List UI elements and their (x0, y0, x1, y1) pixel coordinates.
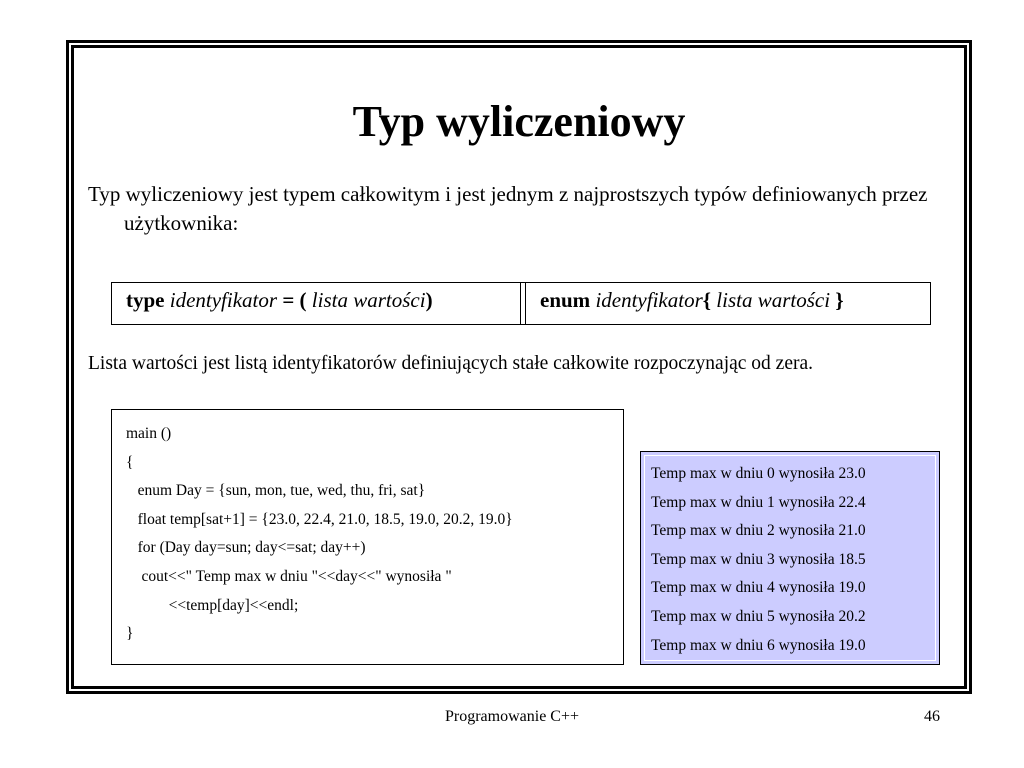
pascal-keyword: type (126, 288, 165, 312)
footer-page-number: 46 (924, 708, 940, 725)
output-line: Temp max w dniu 2 wynosiła 21.0 (651, 522, 866, 540)
cpp-open: { (702, 288, 717, 312)
slide-title: Typ wyliczeniowy (352, 97, 686, 146)
syntax-table (111, 282, 931, 325)
code-line: } (126, 625, 134, 643)
pascal-close: ) (425, 288, 433, 312)
code-line: cout<<" Temp max w dniu "<<day<<" wynosiła " (126, 567, 452, 585)
output-line: Temp max w dniu 3 wynosiła 18.5 (651, 550, 866, 568)
cpp-list: lista wartości (716, 288, 831, 312)
cpp-identifier: identyfikator (595, 288, 703, 312)
cpp-keyword: enum (540, 288, 591, 312)
output-line: Temp max w dniu 1 wynosiła 22.4 (651, 493, 866, 511)
code-line: float temp[sat+1] = {23.0, 22.4, 21.0, 18.5, 19.0, 20.2, 19.0} (126, 510, 513, 528)
output-line: Temp max w dniu 6 wynosiła 19.0 (651, 636, 866, 654)
output-line: Temp max w dniu 0 wynosiła 23.0 (651, 465, 866, 482)
pascal-syntax-cell (112, 283, 520, 324)
program-output-inner (644, 455, 936, 661)
program-output-box (640, 451, 940, 665)
output-line: Temp max w dniu 5 wynosiła 20.2 (651, 607, 866, 625)
code-line: <<temp[day]<<endl; (126, 596, 299, 614)
pascal-identifier: identyfikator (169, 288, 278, 312)
intro-paragraph: Typ wyliczeniowy jest typem całkowitym i jest jednym z najprostszych typów definiowanych przez użytkownika: (88, 182, 928, 235)
description-paragraph: Lista wartości jest listą identyfikatorów definiujących stałe całkowite rozpoczynając od zera. (88, 353, 814, 374)
code-line: { (126, 453, 134, 471)
footer-course: Programowanie C++ (444, 708, 580, 725)
cpp-syntax-cell (526, 283, 930, 324)
code-line: enum Day = {sun, mon, tue, wed, thu, fri, sat} (126, 482, 426, 500)
pascal-list: lista wartości (311, 288, 426, 312)
cpp-close: } (830, 288, 844, 312)
code-line: for (Day day=sun; day<=sat; day++) (126, 539, 366, 557)
code-listing (111, 409, 624, 665)
output-line: Temp max w dniu 4 wynosiła 19.0 (651, 579, 866, 597)
code-line: main () (126, 425, 172, 442)
pascal-eq-open: = ( (277, 288, 312, 312)
